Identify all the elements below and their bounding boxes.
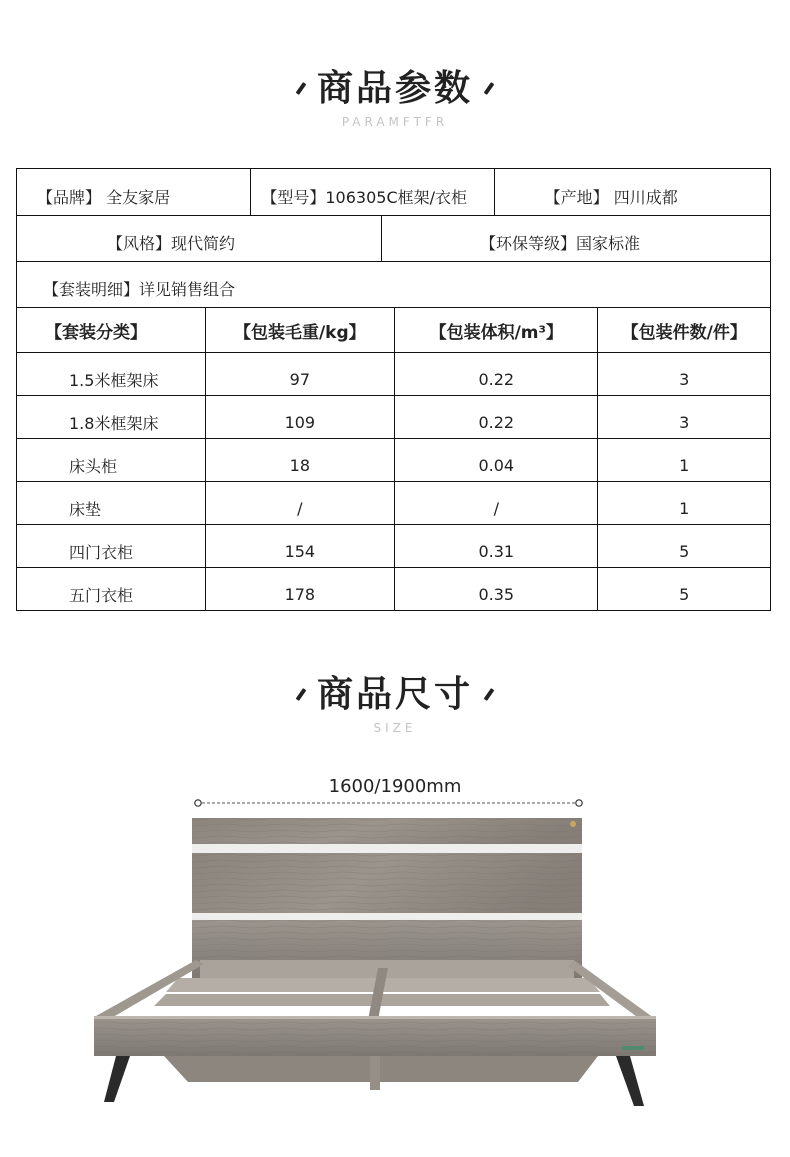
brand-cell: 【品牌】 全友家居 — [37, 187, 171, 207]
row-volume: 0.31 — [394, 525, 597, 567]
row-name: 1.5米框架床 — [69, 370, 159, 390]
row-name: 床头柜 — [69, 456, 118, 476]
row-weight: 178 — [205, 568, 394, 610]
title-tick-right — [484, 82, 495, 95]
header-volume: 【包装体积/m³】 — [394, 308, 597, 352]
params-section-header — [0, 60, 790, 129]
row-volume: 0.22 — [394, 396, 597, 438]
bed-frame-image — [88, 810, 668, 1110]
row-weight: 154 — [205, 525, 394, 567]
style-cell: 【风格】现代简约 — [107, 234, 236, 253]
row-volume: 0.22 — [394, 353, 597, 395]
table-row — [17, 395, 770, 438]
width-dimension-label: 1600/1900mm — [328, 776, 462, 797]
row-weight: 109 — [205, 396, 394, 438]
table-row — [17, 481, 770, 524]
row-volume: 0.04 — [394, 439, 597, 481]
row-count: 5 — [597, 568, 770, 610]
table-row — [17, 261, 770, 307]
row-count: 3 — [597, 353, 770, 395]
origin-cell: 【产地】 四川成都 — [494, 169, 770, 215]
param-table — [16, 168, 771, 611]
eco-level-cell: 【环保等级】国家标准 — [381, 216, 770, 261]
set-detail-cell: 【套装明细】详见销售组合 — [43, 280, 236, 299]
row-weight: 97 — [205, 353, 394, 395]
title-tick-right — [484, 688, 495, 701]
table-row — [17, 438, 770, 481]
params-subtitle: PARAMFTFR — [341, 115, 449, 129]
table-row — [17, 352, 770, 395]
table-row — [17, 524, 770, 567]
dimension-line — [190, 796, 590, 810]
row-count: 5 — [597, 525, 770, 567]
row-count: 1 — [597, 482, 770, 524]
header-category: 【套装分类】 — [45, 322, 147, 343]
table-row — [17, 567, 770, 610]
row-weight: 18 — [205, 439, 394, 481]
size-title: 商品尺寸 — [316, 674, 473, 715]
header-weight: 【包装毛重/kg】 — [205, 308, 394, 352]
size-subtitle: SIZE — [373, 721, 417, 735]
model-cell: 【型号】106305C框架/衣柜 — [250, 169, 493, 215]
params-title: 商品参数 — [316, 68, 473, 109]
row-name: 四门衣柜 — [69, 542, 134, 562]
title-tick-left — [296, 82, 307, 95]
row-name: 床垫 — [69, 499, 102, 519]
table-row — [17, 215, 770, 261]
row-name: 五门衣柜 — [69, 585, 134, 605]
size-section-header — [0, 666, 790, 735]
row-count: 1 — [597, 439, 770, 481]
title-tick-left — [296, 688, 307, 701]
table-row — [17, 169, 770, 215]
row-volume: 0.35 — [394, 568, 597, 610]
row-name: 1.8米框架床 — [69, 413, 159, 433]
row-count: 3 — [597, 396, 770, 438]
row-volume: / — [394, 482, 597, 524]
table-header-row — [17, 307, 770, 352]
row-weight: / — [205, 482, 394, 524]
header-count: 【包装件数/件】 — [597, 308, 770, 352]
